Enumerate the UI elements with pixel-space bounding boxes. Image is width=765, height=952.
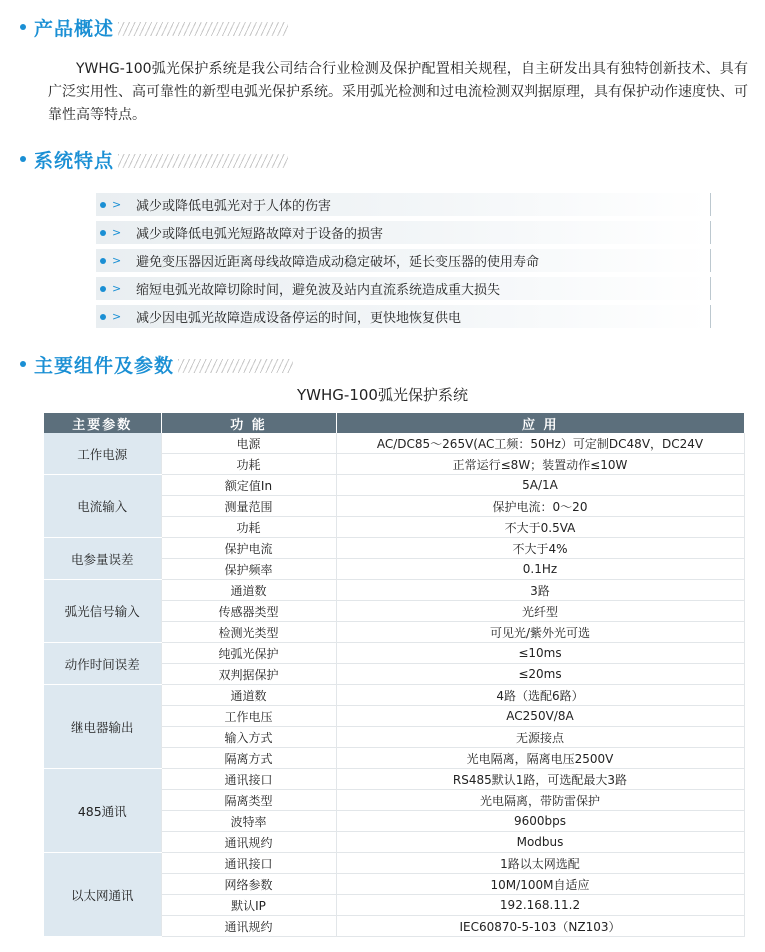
application-cell: 192.168.11.2 [336,895,744,916]
feature-item [96,221,711,244]
function-cell: 隔离类型 [161,790,336,811]
header-cell: 应 用 [336,413,744,433]
application-cell: 光纤型 [336,601,744,622]
application-cell: 1路以太网选配 [336,853,744,874]
function-cell: 网络参数 [161,874,336,895]
application-cell: 光电隔离，隔离电压2500V [336,748,744,769]
section-title-components [20,349,293,379]
section-title-overview [20,12,288,42]
feature-text: 避免变压器因近距离母线故障造成动稳定破坏，延长变压器的使用寿命 [136,255,540,270]
bullet-dot-icon [100,230,106,236]
application-cell: 光电隔离，带防雷保护 [336,790,744,811]
chevron-right-icon: > [112,310,122,323]
function-cell: 通道数 [161,580,336,601]
hatch-decoration [178,359,293,373]
overview-paragraph: YWHG-100弧光保护系统是我公司结合行业检测及保护配置相关规程，自主研发出具有独特创新技术、具有广泛实用性、高可靠性的新型电弧光保护系统。采用弧光检测和过电流检测双判据原理，具有保护动作速度快、可靠性高等特点。 [48,61,748,123]
function-cell: 输入方式 [161,727,336,748]
application-cell: 10M/100M自适应 [336,874,744,895]
application-cell: AC/DC85～265V(AC工频：50Hz）可定制DC48V，DC24V [336,433,744,454]
function-cell: 电源 [161,433,336,454]
application-cell: 3路 [336,580,744,601]
bullet-dot-icon [100,258,106,264]
bullet-dot-icon [100,286,106,292]
application-cell: 5A/1A [336,475,744,496]
feature-text: 缩短电弧光故障切除时间，避免波及站内直流系统造成重大损失 [136,283,501,298]
application-cell: ≤20ms [336,664,744,685]
table-row [44,643,744,664]
chevron-right-icon: > [112,226,122,239]
application-cell: Modbus [336,832,744,853]
table-caption: YWHG-100弧光保护系统 [297,386,468,404]
hatch-decoration [118,154,288,168]
application-cell: ≤10ms [336,643,744,664]
function-cell: 通讯接口 [161,853,336,874]
application-cell: 可见光/紫外光可选 [336,622,744,643]
section-title-text: 系统特点 [34,149,115,172]
table-header-row [44,413,744,433]
section-title-features [20,144,288,174]
param-group-cell: 电参量误差 [44,538,161,580]
function-cell: 检测光类型 [161,622,336,643]
chevron-right-icon: > [112,198,122,211]
function-cell: 工作电压 [161,706,336,727]
function-cell: 通讯接口 [161,769,336,790]
application-cell: 4路（选配6路） [336,685,744,706]
param-group-cell: 动作时间误差 [44,643,161,685]
feature-list [96,193,711,333]
application-cell: 正常运行≤8W；装置动作≤10W [336,454,744,475]
function-cell: 功耗 [161,454,336,475]
function-cell: 传感器类型 [161,601,336,622]
bullet-dot-icon [20,24,26,30]
parameter-table [44,413,745,937]
param-group-cell: 以太网通讯 [44,853,161,937]
header-cell: 功 能 [161,413,336,433]
feature-text: 减少或降低电弧光对于人体的伤害 [136,199,332,214]
application-cell: 不大于0.5VA [336,517,744,538]
param-group-cell: 继电器输出 [44,685,161,769]
section-title-text: 产品概述 [34,17,115,40]
function-cell: 通讯规约 [161,916,336,937]
feature-item [96,249,711,272]
application-cell: RS485默认1路，可选配最大3路 [336,769,744,790]
table-row [44,538,744,559]
application-cell: 不大于4% [336,538,744,559]
param-group-cell: 弧光信号输入 [44,580,161,643]
feature-item [96,305,711,328]
function-cell: 双判据保护 [161,664,336,685]
function-cell: 保护电流 [161,538,336,559]
function-cell: 功耗 [161,517,336,538]
function-cell: 测量范围 [161,496,336,517]
param-group-cell: 工作电源 [44,433,161,475]
feature-item [96,193,711,216]
application-cell: IEC60870-5-103（NZ103） [336,916,744,937]
table-row [44,769,744,790]
table-row [44,853,744,874]
bullet-dot-icon [100,202,106,208]
table-row [44,685,744,706]
function-cell: 纯弧光保护 [161,643,336,664]
param-group-cell: 485通讯 [44,769,161,853]
application-cell: 9600bps [336,811,744,832]
table-row [44,475,744,496]
section-title-text: 主要组件及参数 [34,354,175,377]
function-cell: 默认IP [161,895,336,916]
function-cell: 额定值In [161,475,336,496]
function-cell: 通讯规约 [161,832,336,853]
feature-text: 减少或降低电弧光短路故障对于设备的损害 [136,227,384,242]
application-cell: 保护电流：0～20 [336,496,744,517]
chevron-right-icon: > [112,254,122,267]
bullet-dot-icon [20,156,26,162]
table-row [44,433,744,454]
table-row [44,580,744,601]
application-cell: 无源接点 [336,727,744,748]
bullet-dot-icon [100,314,106,320]
feature-item [96,277,711,300]
param-group-cell: 电流输入 [44,475,161,538]
function-cell: 通道数 [161,685,336,706]
bullet-dot-icon [20,361,26,367]
function-cell: 隔离方式 [161,748,336,769]
function-cell: 保护频率 [161,559,336,580]
application-cell: AC250V/8A [336,706,744,727]
application-cell: 0.1Hz [336,559,744,580]
table-body [44,433,744,937]
feature-text: 减少因电弧光故障造成设备停运的时间，更快地恢复供电 [136,311,462,326]
function-cell: 波特率 [161,811,336,832]
hatch-decoration [118,22,288,36]
header-cell: 主要参数 [44,413,161,433]
chevron-right-icon: > [112,282,122,295]
